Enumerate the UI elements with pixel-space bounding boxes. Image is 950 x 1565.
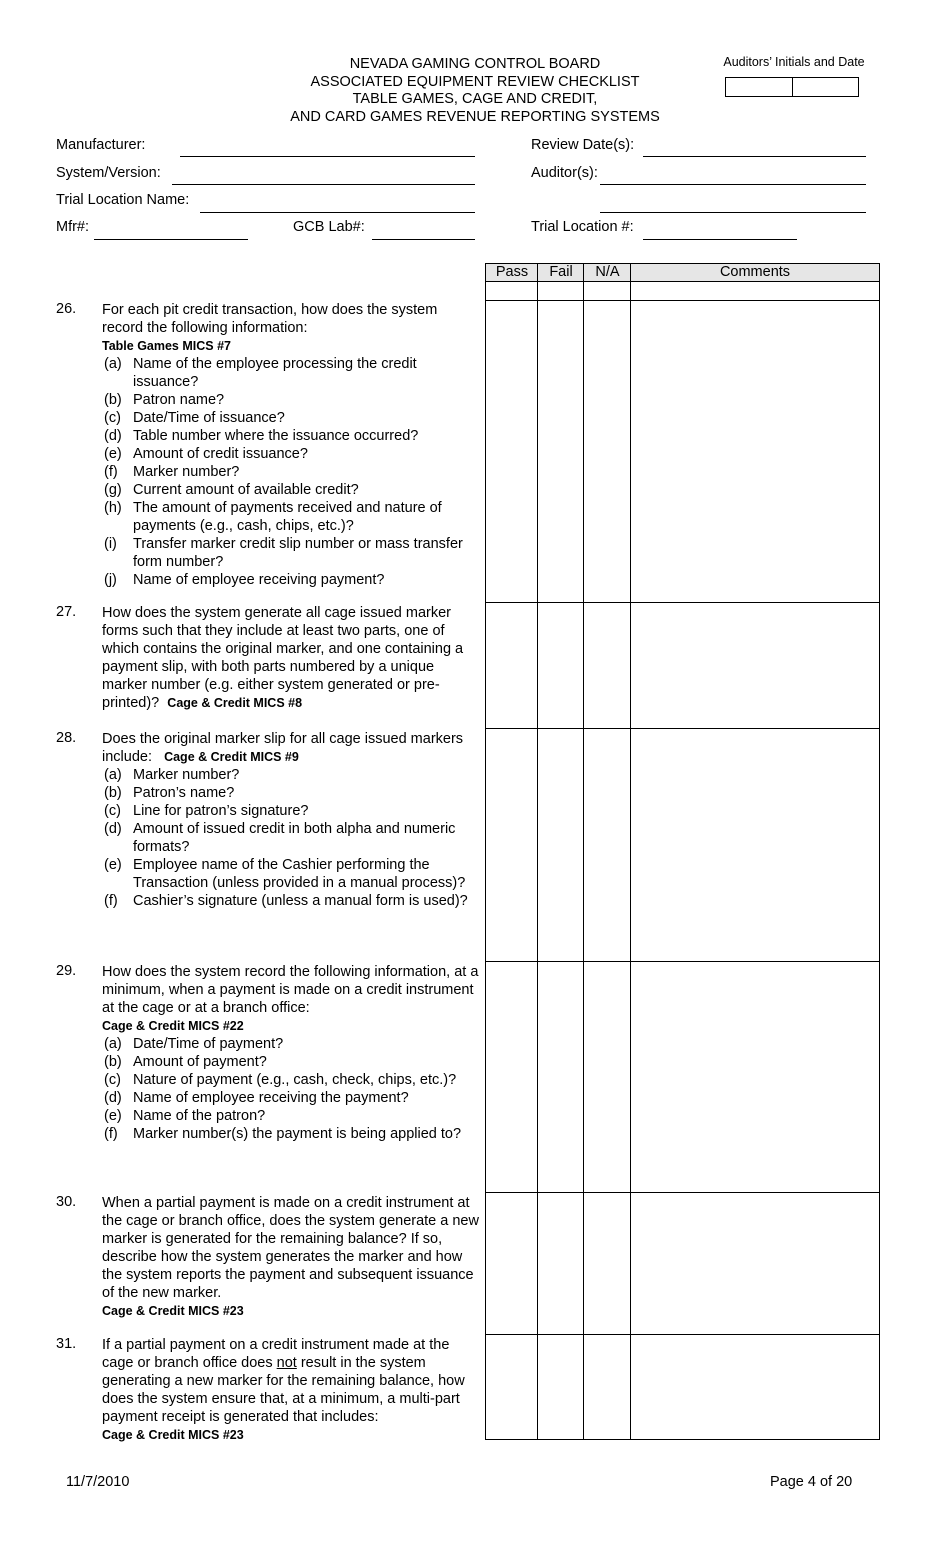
list-item <box>102 856 482 892</box>
item-letter: (a) <box>104 356 122 372</box>
mics-reference: Cage & Credit MICS #23 <box>102 1304 244 1318</box>
comments-cell[interactable] <box>630 1334 880 1440</box>
blank-cell <box>537 281 584 300</box>
auditors-initials-boxes[interactable] <box>725 77 859 97</box>
item-text: Date/Time of issuance? <box>133 410 285 426</box>
auditors-field[interactable] <box>600 184 866 185</box>
system-version-field[interactable] <box>172 184 475 185</box>
question-text-part: result in the system generating a new marker for the remaining balance, how does the system ensure that, at a minimum, a multi-part payment receipt is generated that includes: <box>102 1355 465 1425</box>
question-28 <box>102 730 482 910</box>
na-cell[interactable] <box>583 1192 631 1334</box>
question-26-number: 26. <box>56 301 77 317</box>
list-item <box>102 802 482 820</box>
list-item <box>102 427 482 445</box>
na-cell[interactable] <box>583 728 631 961</box>
item-letter: (b) <box>104 392 122 408</box>
list-item <box>102 463 482 481</box>
list-item <box>102 499 482 535</box>
question-text: For each pit credit transaction, how does the system record the following information: <box>102 302 438 336</box>
review-dates-label: Review Date(s): <box>531 137 635 153</box>
item-text: Name of the patron? <box>133 1108 266 1124</box>
item-letter: (i) <box>104 536 117 552</box>
question-text: When a partial payment is made on a credit instrument at the cage or branch office, does the system generate a new marker is generated for the remaining balance? If so, describe how the system generates the marker and how the system reports the payment and subsequent issuance of the new marker. <box>102 1195 479 1301</box>
manufacturer-field[interactable] <box>180 156 475 157</box>
fail-header: Fail <box>537 263 584 281</box>
item-text: The amount of payments received and nature of payments (e.g., cash, chips, etc.)? <box>133 500 442 534</box>
item-text: Amount of payment? <box>133 1054 267 1070</box>
pass-cell[interactable] <box>485 602 538 728</box>
list-item <box>102 1053 482 1071</box>
item-letter: (e) <box>104 1108 122 1124</box>
item-letter: (d) <box>104 1090 122 1106</box>
blank-cell <box>630 281 880 300</box>
item-text: Patron’s name? <box>133 785 235 801</box>
item-text: Marker number(s) the payment is being applied to? <box>133 1126 462 1142</box>
na-cell[interactable] <box>583 602 631 728</box>
item-text: Marker number? <box>133 464 240 480</box>
auditors-label: Auditor(s): <box>531 165 598 181</box>
item-letter: (b) <box>104 1054 122 1070</box>
review-dates-field[interactable] <box>643 156 866 157</box>
auditors-field-line-2[interactable] <box>600 212 866 213</box>
list-item <box>102 1125 482 1143</box>
question-text-part: If a partial payment on a credit instrument made at the cage or branch office does <box>102 1337 450 1371</box>
item-text: Amount of issued credit in both alpha and numeric formats? <box>133 821 456 855</box>
pass-cell[interactable] <box>485 1334 538 1440</box>
question-31 <box>102 1336 482 1444</box>
na-cell[interactable] <box>583 1334 631 1440</box>
item-text: Employee name of the Cashier performing the Transaction (unless provided in a manual process)? <box>133 857 466 891</box>
item-letter: (d) <box>104 821 122 837</box>
underlined-word: not <box>276 1355 297 1371</box>
question-30 <box>102 1194 482 1320</box>
question-27 <box>102 604 482 712</box>
pass-cell[interactable] <box>485 961 538 1192</box>
mics-reference: Table Games MICS #7 <box>102 339 231 353</box>
item-text: Cashier’s signature (unless a manual form is used)? <box>133 893 468 909</box>
item-letter: (c) <box>104 803 121 819</box>
list-item <box>102 1071 482 1089</box>
na-header: N/A <box>583 263 631 281</box>
item-text: Transfer marker credit slip number or mass transfer form number? <box>133 536 463 570</box>
gcb-lab-number-field[interactable] <box>372 239 475 240</box>
question-29 <box>102 963 482 1143</box>
item-letter: (h) <box>104 500 122 516</box>
item-letter: (a) <box>104 767 122 783</box>
list-item <box>102 409 482 427</box>
blank-cell <box>485 281 538 300</box>
list-item <box>102 355 482 391</box>
item-letter: (g) <box>104 482 122 498</box>
gcb-lab-number-label: GCB Lab#: <box>293 219 365 235</box>
comments-cell[interactable] <box>630 728 880 961</box>
fail-cell[interactable] <box>537 602 584 728</box>
question-text <box>102 1336 482 1426</box>
list-item <box>102 1035 482 1053</box>
list-item <box>102 1089 482 1107</box>
title-line-4: AND CARD GAMES REVENUE REPORTING SYSTEMS <box>290 108 660 125</box>
item-text: Name of employee receiving the payment? <box>133 1090 409 1106</box>
item-text: Amount of credit issuance? <box>133 446 308 462</box>
list-item <box>102 535 482 571</box>
list-item <box>102 892 482 910</box>
list-item <box>102 766 482 784</box>
list-item <box>102 784 482 802</box>
item-letter: (c) <box>104 1072 121 1088</box>
question-29-number: 29. <box>56 963 77 979</box>
question-26 <box>102 301 482 589</box>
item-letter: (c) <box>104 410 121 426</box>
trial-location-name-field[interactable] <box>200 212 475 213</box>
question-27-number: 27. <box>56 604 77 620</box>
mics-reference: Cage & Credit MICS #8 <box>167 696 303 710</box>
list-item <box>102 391 482 409</box>
question-text: Does the original marker slip for all cage issued markers include: <box>102 731 464 765</box>
fail-cell[interactable] <box>537 728 584 961</box>
item-text: Table number where the issuance occurred? <box>133 428 419 444</box>
item-letter: (f) <box>104 464 118 480</box>
fail-cell[interactable] <box>537 1192 584 1334</box>
mfr-number-label: Mfr#: <box>56 219 90 235</box>
pass-cell[interactable] <box>485 1192 538 1334</box>
item-letter: (b) <box>104 785 122 801</box>
mics-reference: Cage & Credit MICS #22 <box>102 1019 244 1033</box>
item-letter: (d) <box>104 428 122 444</box>
question-30-number: 30. <box>56 1194 77 1210</box>
list-item <box>102 445 482 463</box>
item-letter: (f) <box>104 1126 118 1142</box>
item-letter: (e) <box>104 446 122 462</box>
manufacturer-label: Manufacturer: <box>56 137 146 153</box>
na-cell[interactable] <box>583 300 631 602</box>
comments-cell[interactable] <box>630 1192 880 1334</box>
title-line-3: TABLE GAMES, CAGE AND CREDIT, <box>352 91 598 107</box>
pass-header: Pass <box>485 263 538 281</box>
trial-location-name-label: Trial Location Name: <box>56 192 190 208</box>
comments-cell[interactable] <box>630 300 880 602</box>
fail-cell[interactable] <box>537 300 584 602</box>
question-text: How does the system record the following information, at a minimum, when a payment is made on a credit instrument at the cage or at a branch office: <box>102 964 479 1016</box>
system-version-label: System/Version: <box>56 165 161 181</box>
comments-header: Comments <box>630 263 880 281</box>
list-item <box>102 481 482 499</box>
item-text: Name of employee receiving payment? <box>133 572 385 588</box>
auditors-initials-caption: Auditors’ Initials and Date <box>723 55 865 69</box>
na-cell[interactable] <box>583 961 631 1192</box>
pass-cell[interactable] <box>485 728 538 961</box>
item-text: Current amount of available credit? <box>133 482 359 498</box>
item-text: Patron name? <box>133 392 225 408</box>
question-text: How does the system generate all cage issued marker forms such that they include at least two parts, one of which contains the original marker, and one containing a payment slip, with both parts numbered by a unique marker number (e.g. either system generated or pre-printed)? <box>102 605 464 711</box>
list-item <box>102 571 482 589</box>
list-item <box>102 1107 482 1125</box>
trial-location-number-field[interactable] <box>643 239 797 240</box>
item-text: Marker number? <box>133 767 240 783</box>
list-item <box>102 820 482 856</box>
item-text: Nature of payment (e.g., cash, check, chips, etc.)? <box>133 1072 457 1088</box>
question-28-number: 28. <box>56 730 77 746</box>
item-letter: (j) <box>104 572 117 588</box>
title-line-2: ASSOCIATED EQUIPMENT REVIEW CHECKLIST <box>310 73 640 90</box>
comments-cell[interactable] <box>630 602 880 728</box>
pass-cell[interactable] <box>485 300 538 602</box>
fail-cell[interactable] <box>537 1334 584 1440</box>
mfr-number-field[interactable] <box>94 239 248 240</box>
item-letter: (a) <box>104 1036 122 1052</box>
mics-reference: Cage & Credit MICS #9 <box>164 750 299 764</box>
blank-cell <box>583 281 631 300</box>
title-line-1: NEVADA GAMING CONTROL BOARD <box>349 56 601 72</box>
footer-page-number: Page 4 of 20 <box>770 1474 853 1490</box>
item-text: Date/Time of payment? <box>133 1036 284 1052</box>
trial-location-number-label: Trial Location #: <box>531 219 634 235</box>
comments-cell[interactable] <box>630 961 880 1192</box>
footer-date: 11/7/2010 <box>66 1474 130 1490</box>
item-letter: (f) <box>104 893 118 909</box>
mics-reference: Cage & Credit MICS #23 <box>102 1428 244 1442</box>
document-title <box>210 56 740 126</box>
question-31-number: 31. <box>56 1336 77 1352</box>
item-text: Name of the employee processing the credit issuance? <box>133 356 417 390</box>
item-letter: (e) <box>104 857 122 873</box>
item-text: Line for patron’s signature? <box>133 803 309 819</box>
fail-cell[interactable] <box>537 961 584 1192</box>
